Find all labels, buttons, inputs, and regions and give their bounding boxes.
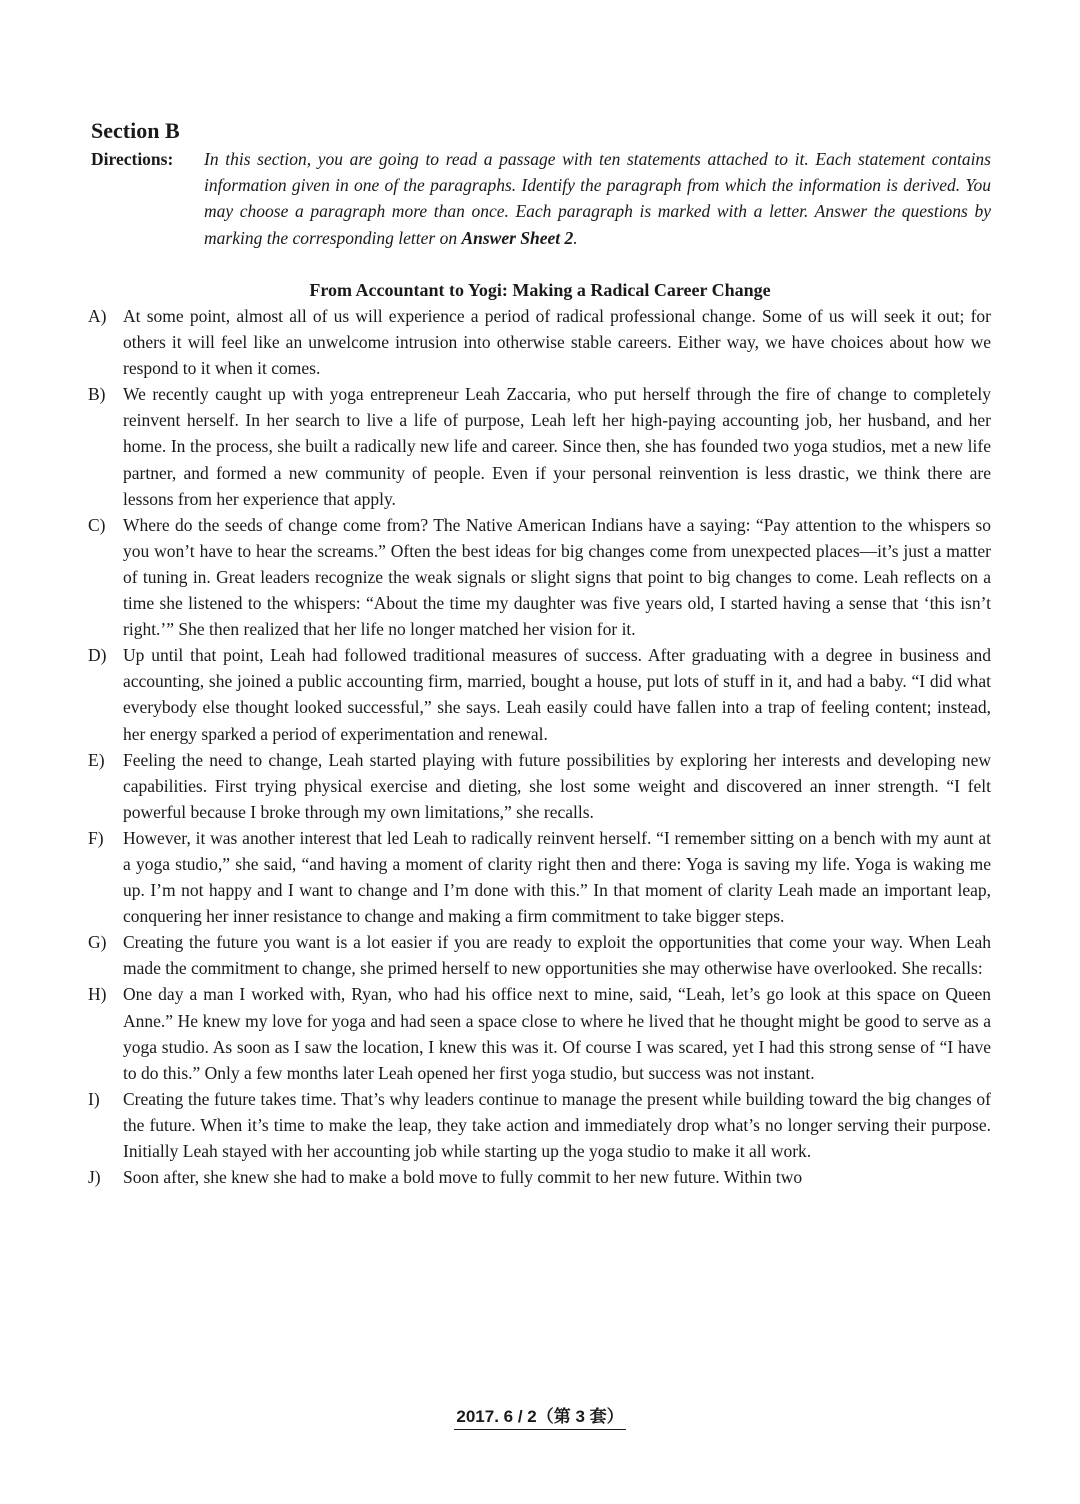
passage-title <box>0 277 1080 303</box>
paragraph-j <box>88 1164 991 1190</box>
paragraph-letter: F) <box>88 827 104 848</box>
paragraph-g <box>88 929 991 981</box>
paragraph-letter: G) <box>88 932 107 953</box>
paragraph-b <box>88 381 991 511</box>
page-footer <box>0 1406 1080 1430</box>
directions-body: In this section, you are going to read a passage with ten statements attached to it. Each statement contains information given in one of the paragraphs. Identify the paragraph from which the information is derived. You may choose a paragraph more than once. Each paragraph is marked with a letter. Answer the questions by marking the corresponding letter on <box>204 149 991 248</box>
paragraph-f <box>88 825 991 929</box>
paragraph-letter: D) <box>88 645 107 666</box>
page-number-label: 2017. 6 / 2（第 3 套） <box>454 1406 625 1430</box>
paragraph-i <box>88 1086 991 1164</box>
paragraph-text: We recently caught up with yoga entrepreneur Leah Zaccaria, who put herself through the fire of change to completely reinvent herself. In her search to live a life of purpose, Leah left her high-paying accounting job, her husband, and her home. In the process, she built a radically new life and career. Since then, she has founded two yoga studios, met a new life partner, and formed a new community of people. Even if your personal reinvention is less drastic, we think there are lessons from her experience that apply. <box>123 384 991 509</box>
paragraph-letter: C) <box>88 514 106 535</box>
passage-title-text: From Accountant to Yogi: Making a Radical Career Change <box>309 280 771 300</box>
paragraph-e <box>88 747 991 825</box>
paragraph-letter: B) <box>88 384 106 405</box>
paragraph-text: Creating the future you want is a lot easier if you are ready to exploit the opportunities that come your way. When Leah made the commitment to change, she primed herself to new opportunities she may otherwise have overlooked. She recalls: <box>123 932 991 979</box>
paragraph-h <box>88 981 991 1085</box>
paragraph-letter: J) <box>88 1167 101 1188</box>
paragraph-text: Soon after, she knew she had to make a bold move to fully commit to her new future. Within two <box>123 1167 803 1188</box>
paragraph-letter: H) <box>88 984 107 1005</box>
directions-end: . <box>573 227 578 248</box>
section-title: Section B <box>91 118 180 143</box>
paragraph-c <box>88 512 991 642</box>
paragraph-text: However, it was another interest that led Leah to radically reinvent herself. “I remember sitting on a bench with my aunt at a yoga studio,” she said, “and having a moment of clarity right then and there: Yoga is saving my life. Yoga is waking me up. I’m not happy and I want to change and I’m done with this.” In that moment of clarity Leah made an important leap, conquering her inner resistance to change and making a firm commitment to take bigger steps. <box>123 827 991 927</box>
directions-label: Directions: <box>91 149 174 169</box>
paragraph-text: One day a man I worked with, Ryan, who had his office next to mine, said, “Leah, let’s go look at this space on Queen Anne.” He knew my love for yoga and had seen a space close to where he lived that he thought might be good to serve as a yoga studio. As soon as I saw the location, I knew this was it. Of course I was scared, yet I had this strong sense of “I have to do this.” Only a few months later Leah opened her first yoga studio, but success was not instant. <box>123 984 991 1083</box>
paragraph-text: Where do the seeds of change come from? The Native American Indians have a saying: “Pay attention to the whispers so you won’t have to hear the screams.” Often the best ideas for big changes come from unexpected places—it’s just a matter of tuning in. Great leaders recognize the weak signals or slight signs that point to big changes to come. Leah reflects on a time she listened to the whispers: “About the time my daughter was five years old, I started having a sense that ‘this isn’t right.’” She then realized that her life no longer matched her vision for it. <box>123 514 991 640</box>
directions-text <box>204 146 991 251</box>
paragraph-letter: E) <box>88 749 105 770</box>
directions <box>91 146 991 251</box>
paragraph-text: Creating the future takes time. That’s why leaders continue to manage the present while building toward the big changes of the future. When it’s time to make the leap, they take action and immediately drop what’s no longer serving their purpose. Initially Leah stayed with her accounting job while starting up the yoga studio to make it all work. <box>123 1088 991 1161</box>
paragraph-text: Feeling the need to change, Leah started playing with future possibilities by exploring her interests and developing new capabilities. First trying physical exercise and dieting, she lost some weight and discovered an inner strength. “I felt powerful because I broke through my own limitations,” she recalls. <box>123 749 991 822</box>
paragraph-d <box>88 642 991 746</box>
paragraph-letter: I) <box>88 1088 100 1109</box>
paragraph-text: Up until that point, Leah had followed traditional measures of success. After graduating with a degree in business and accounting, she joined a public accounting firm, married, bought a house, put lots of stuff in it, and had a baby. “I did what everybody else thought looked successful,” she says. Leah easily could have fallen into a trap of feeling content; instead, her energy sparked a period of experimentation and renewal. <box>123 645 991 744</box>
paragraph-text: At some point, almost all of us will experience a period of radical professional change. Some of us will seek it out; for others it will feel like an unwelcome intrusion into otherwise stable careers. Either way, we have choices about how we respond to it when it comes. <box>123 306 991 379</box>
paragraph-a <box>88 303 991 381</box>
answer-sheet-reference: Answer Sheet 2 <box>461 227 574 248</box>
passage-paragraphs <box>88 303 991 1190</box>
paragraph-letter: A) <box>88 306 107 326</box>
